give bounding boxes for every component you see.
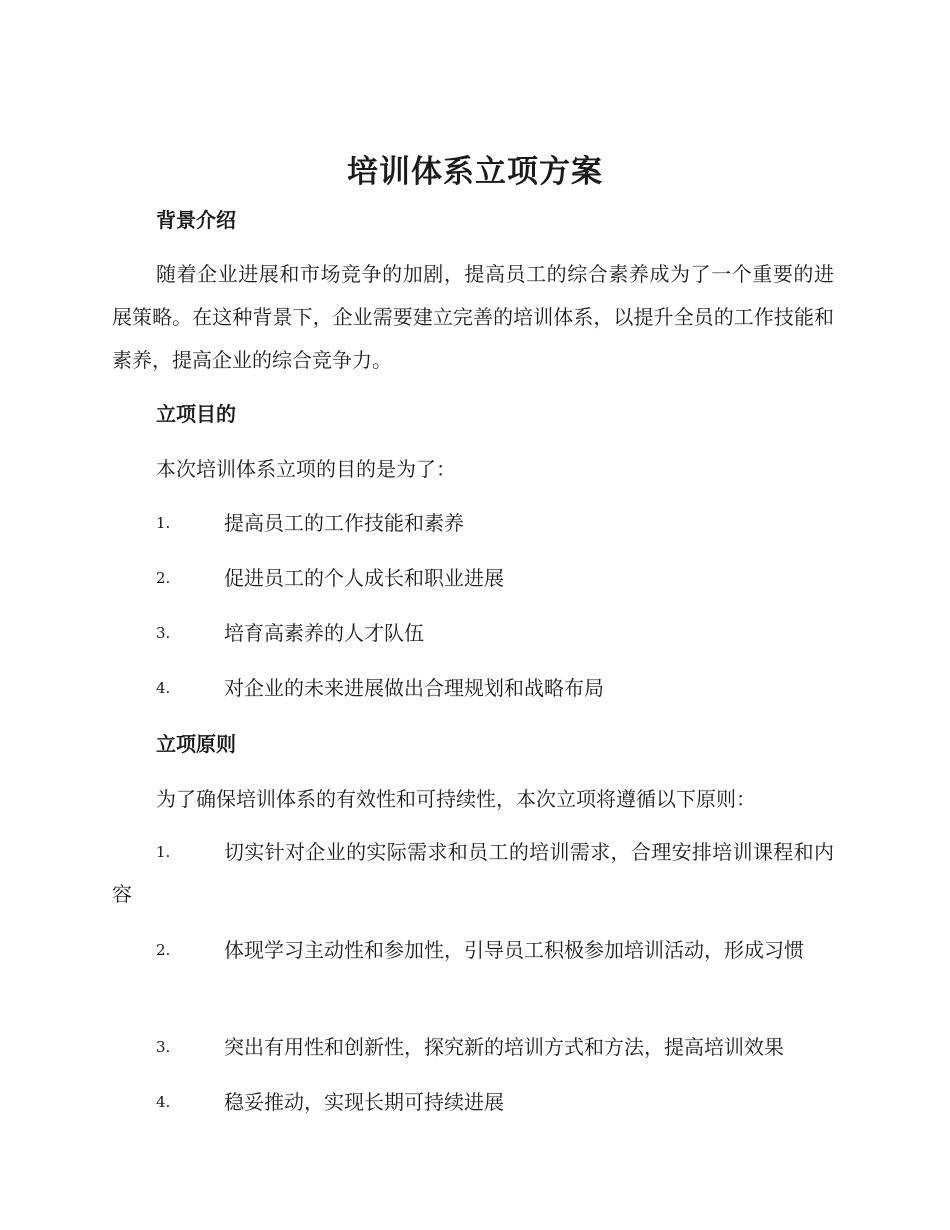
list-item-number: 1. — [156, 843, 171, 861]
principles-list-item — [112, 831, 834, 915]
list-item-number: 1. — [156, 514, 171, 532]
list-item-number: 3. — [156, 624, 171, 642]
list-item-text: 突出有用性和创新性，探究新的培训方式和方法，提高培训效果 — [224, 1035, 784, 1059]
list-item-text: 体现学习主动性和参加性，引导员工积极参加培训活动，形成习惯 — [224, 938, 804, 962]
principles-list-item — [112, 1081, 834, 1123]
document-title: 培训体系立项方案 — [347, 154, 603, 190]
principles-list-item — [112, 929, 834, 971]
list-item-number: 4. — [156, 679, 171, 697]
principles-list-item — [112, 1026, 834, 1068]
section-heading-purpose: 立项目的 — [156, 402, 236, 426]
section-heading-principles: 立项原则 — [156, 732, 236, 756]
principles-intro: 为了确保培训体系的有效性和可持续性，本次立项将遵循以下原则： — [156, 787, 756, 811]
list-item-text: 促进员工的个人成长和职业进展 — [224, 566, 504, 590]
purpose-list-item — [112, 502, 834, 544]
background-paragraph: 随着企业进展和市场竞争的加剧，提高员工的综合素养成为了一个重要的进展策略。在这种背景下，企业需要建立完善的培训体系，以提升全员的工作技能和素养，提高企业的综合竞争力。 — [112, 262, 834, 372]
list-item-text: 稳妥推动，实现长期可持续进展 — [224, 1090, 504, 1114]
purpose-list-item — [112, 667, 834, 709]
list-item-number: 3. — [156, 1038, 171, 1056]
list-item-text: 对企业的未来进展做出合理规划和战略布局 — [224, 676, 604, 700]
list-item-text: 提高员工的工作技能和素养 — [224, 511, 464, 535]
list-item-number: 2. — [156, 569, 171, 587]
purpose-list-item — [112, 557, 834, 599]
purpose-intro: 本次培训体系立项的目的是为了： — [156, 457, 456, 481]
list-item-text: 培育高素养的人才队伍 — [224, 621, 424, 645]
list-item-text: 切实针对企业的实际需求和员工的培训需求，合理安排培训课程和内容 — [112, 840, 834, 906]
purpose-list-item — [112, 612, 834, 654]
section-heading-background: 背景介绍 — [156, 208, 236, 232]
list-item-number: 2. — [156, 941, 171, 959]
list-item-number: 4. — [156, 1093, 171, 1111]
